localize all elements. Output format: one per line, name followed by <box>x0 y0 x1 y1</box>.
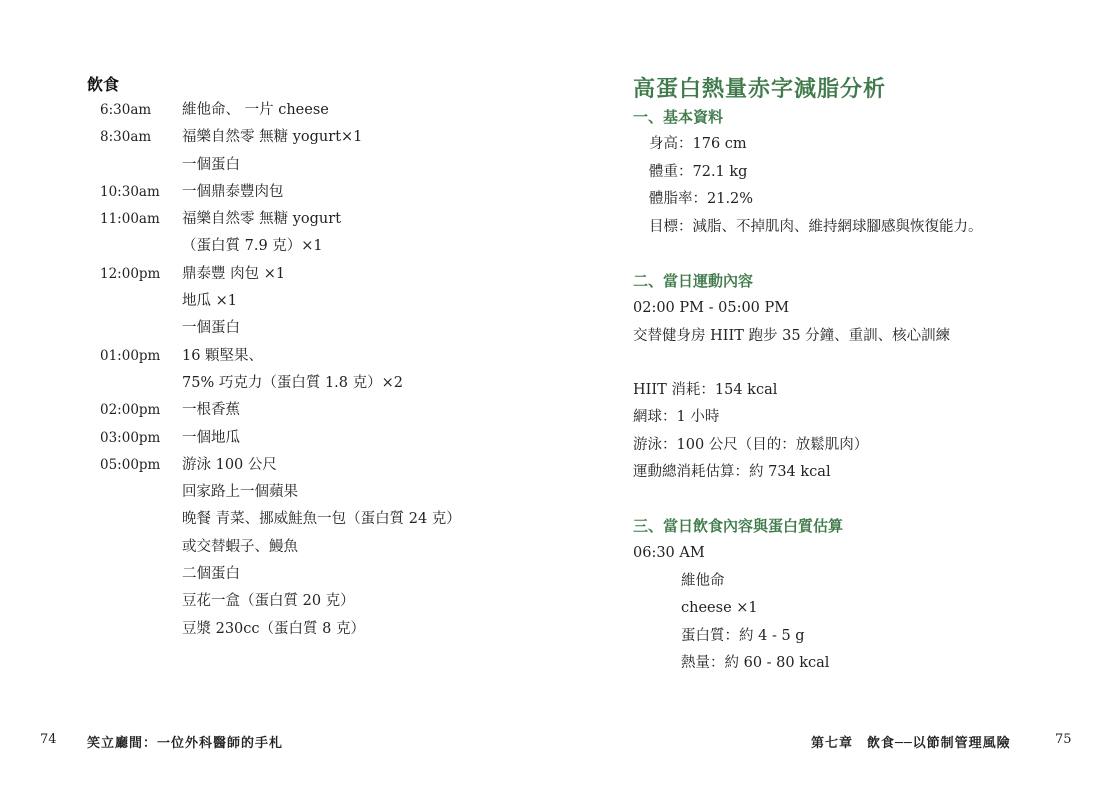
diet-row <box>100 315 540 342</box>
diet-time: 05:00pm <box>100 456 161 473</box>
section-title: 一、基本資料 <box>633 108 724 126</box>
diet-item: （蛋白質 7.9 克）×1 <box>182 238 323 255</box>
page-title: 高蛋白熱量赤字減脂分析 <box>633 76 887 102</box>
info-line: 體重：72.1 kg <box>649 163 748 180</box>
meal-line: 熱量：約 60 - 80 kcal <box>681 654 830 671</box>
info-line: 身高：176 cm <box>649 136 747 153</box>
diet-row <box>100 179 540 206</box>
meal-line: 維他命 <box>681 572 725 589</box>
diet-item: 回家路上一個蘋果 <box>182 484 298 501</box>
diet-row <box>100 343 540 370</box>
meal-line: 蛋白質：約 4 - 5 g <box>681 627 805 644</box>
exercise-line: 游泳：100 公尺（目的：放鬆肌肉） <box>633 436 869 453</box>
diet-log <box>100 97 540 643</box>
diet-item: 地瓜 ×1 <box>182 293 237 310</box>
diet-time: 8:30am <box>100 129 152 146</box>
diet-time: 03:00pm <box>100 429 161 446</box>
diet-row <box>100 397 540 424</box>
diet-item: 豆漿 230cc（蛋白質 8 克） <box>182 620 365 637</box>
diet-time: 11:00am <box>100 211 160 228</box>
diet-item: 一個蛋白 <box>182 156 240 173</box>
diet-row <box>100 370 540 397</box>
right-page <box>558 0 1116 794</box>
meal-line: cheese ×1 <box>681 600 758 617</box>
section-title: 二、當日運動內容 <box>633 272 754 290</box>
diet-item: 一個蛋白 <box>182 320 240 337</box>
diet-row <box>100 479 540 506</box>
exercise-line: 運動總消耗估算：約 734 kcal <box>633 464 831 481</box>
diet-item: 二個蛋白 <box>182 566 240 583</box>
diet-item: 維他命、 一片 cheese <box>182 102 329 118</box>
diet-row <box>100 206 540 233</box>
exercise-line: 網球：1 小時 <box>633 409 720 426</box>
diet-item: 晚餐 青菜、挪威鮭魚一包（蛋白質 24 克） <box>182 511 461 528</box>
exercise-line: HIIT 消耗：154 kcal <box>633 382 778 398</box>
diet-row <box>100 452 540 479</box>
diet-time: 02:00pm <box>100 402 161 419</box>
diet-item: 一個鼎泰豐肉包 <box>182 183 284 200</box>
diet-row <box>100 261 540 288</box>
exercise-time: 02:00 PM - 05:00 PM <box>633 300 790 317</box>
right-page-number: 75 <box>1055 732 1072 747</box>
chapter-title: 第七章 飲食──以節制管理風險 <box>811 736 1011 751</box>
diet-row <box>100 561 540 588</box>
diet-row <box>100 616 540 643</box>
left-page-number: 74 <box>40 732 57 747</box>
diet-row <box>100 588 540 615</box>
book-title: 笑立廳間：一位外科醫師的手札 <box>87 736 284 751</box>
diet-item: 鼎泰豐 肉包 ×1 <box>182 265 286 282</box>
diet-row <box>100 233 540 260</box>
diet-item: 75% 巧克力（蛋白質 1.8 克）×2 <box>182 374 403 391</box>
diet-item: 豆花一盒（蛋白質 20 克） <box>182 593 355 610</box>
diet-item: 一根香蕉 <box>182 402 240 419</box>
diet-item: 福樂自然零 無糖 yogurt×1 <box>182 129 363 146</box>
section-basic-info <box>633 104 1093 241</box>
section-exercise-stats <box>633 377 1093 487</box>
diet-row <box>100 506 540 533</box>
diet-item: 16 顆堅果、 <box>182 347 264 364</box>
diet-row <box>100 124 540 151</box>
diet-item: 福樂自然零 無糖 yogurt <box>182 211 342 228</box>
diet-row <box>100 152 540 179</box>
diet-item: 或交替蝦子、鰻魚 <box>182 538 298 555</box>
section-exercise <box>633 268 1093 350</box>
info-line: 目標：減脂、不掉肌肉、維持網球腳感與恢復能力。 <box>649 218 983 235</box>
diet-row <box>100 288 540 315</box>
diet-time: 01:00pm <box>100 347 161 364</box>
diet-time: 10:30am <box>100 183 160 200</box>
section-title: 三、當日飲食內容與蛋白質估算 <box>633 517 844 535</box>
meal-time: 06:30 AM <box>633 545 705 562</box>
diet-item: 游泳 100 公尺 <box>182 456 277 473</box>
diet-time: 12:00pm <box>100 265 161 282</box>
diet-row <box>100 97 540 124</box>
section-diet-analysis <box>633 513 1093 677</box>
info-line: 體脂率：21.2% <box>649 191 754 208</box>
diet-row <box>100 425 540 452</box>
diet-heading: 飲食 <box>87 75 120 94</box>
diet-time: 6:30am <box>100 102 152 118</box>
diet-row <box>100 534 540 561</box>
exercise-activity: 交替健身房 HIIT 跑步 35 分鐘、重訓、核心訓練 <box>633 327 951 344</box>
diet-item: 一個地瓜 <box>182 429 240 446</box>
